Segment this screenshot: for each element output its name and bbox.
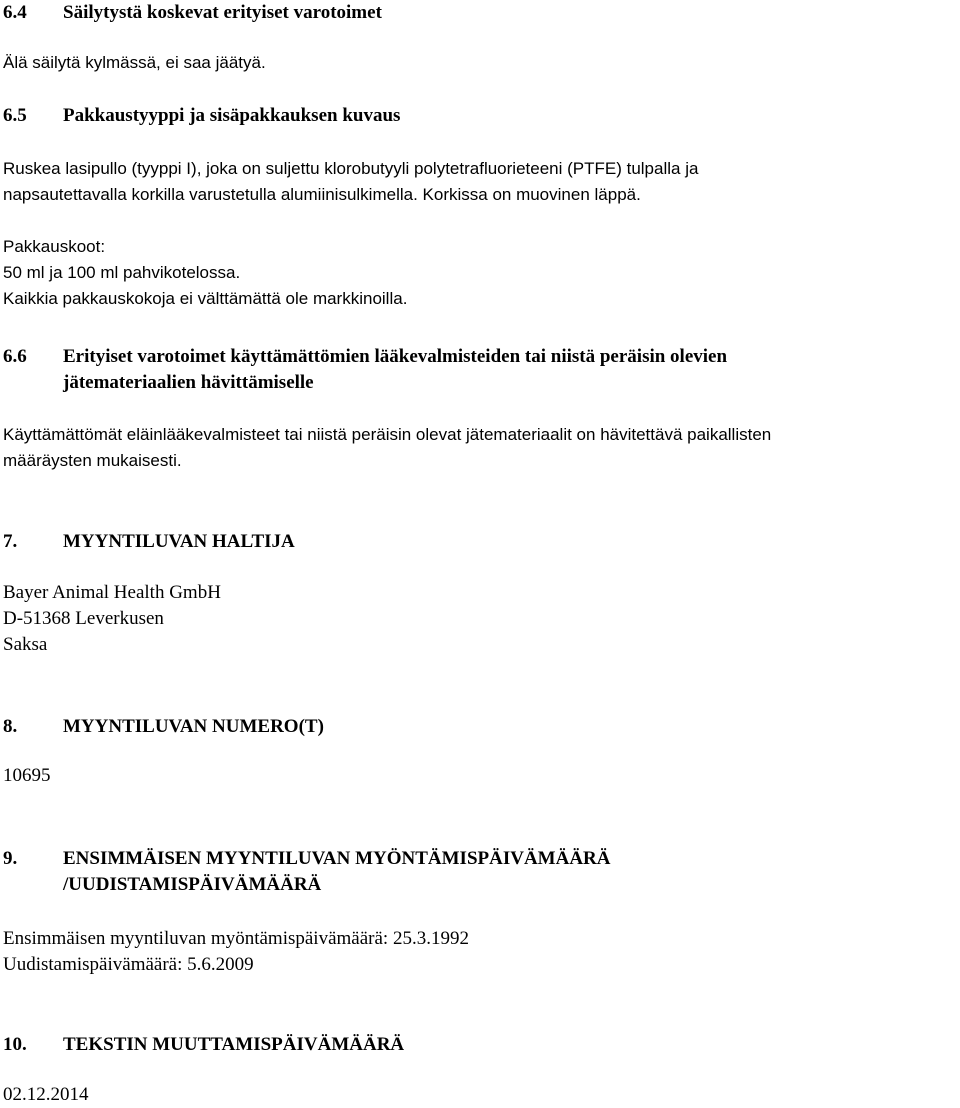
section-title: [63, 846, 957, 898]
package-description: [3, 156, 957, 208]
disposal-text: [3, 422, 957, 474]
section-title: MYYNTILUVAN NUMERO(T): [63, 716, 324, 737]
section-8-heading: [3, 714, 957, 740]
section-6-4-heading: [3, 0, 957, 26]
section-6-6-heading: [3, 344, 957, 396]
revision-date: 02.12.2014: [3, 1084, 89, 1105]
disposal-text-line: määräysten mukaisesti.: [3, 451, 182, 470]
section-number: 6.4: [3, 2, 27, 23]
section-number: 10.: [3, 1034, 27, 1055]
pack-sizes-line: 50 ml ja 100 ml pahvikotelossa.: [3, 263, 241, 282]
pack-sizes-label: Pakkauskoot:: [3, 237, 106, 256]
pack-sizes-line: Kaikkia pakkauskokoja ei välttämättä ole markkinoilla.: [3, 289, 408, 308]
package-description-line: napsautettavalla korkilla varustetulla alumiinisulkimella. Korkissa on muovinen läppä.: [3, 185, 641, 204]
section-title-line: jätemateriaalien hävittämiselle: [63, 372, 314, 393]
holder-city: D-51368 Leverkusen: [3, 608, 164, 629]
section-7-heading: [3, 529, 957, 555]
section-title: MYYNTILUVAN HALTIJA: [63, 531, 295, 552]
section-title-line: /UUDISTAMISPÄIVÄMÄÄRÄ: [63, 874, 322, 895]
renewal-date: Uudistamispäivämäärä: 5.6.2009: [3, 954, 254, 975]
section-number: 6.5: [3, 105, 27, 126]
storage-text: Älä säilytä kylmässä, ei saa jäätyä.: [3, 53, 266, 72]
authorisation-number: 10695: [3, 765, 51, 786]
section-title: Säilytystä koskevat erityiset varotoimet: [63, 2, 382, 23]
section-title: [63, 344, 957, 396]
section-title: TEKSTIN MUUTTAMISPÄIVÄMÄÄRÄ: [63, 1034, 405, 1055]
section-6-5-heading: [3, 103, 957, 129]
package-description-line: Ruskea lasipullo (tyyppi I), joka on suljettu klorobutyyli polytetrafluorieteeni (PTFE) tulpalla ja: [3, 159, 699, 178]
disposal-text-line: Käyttämättömät eläinlääkevalmisteet tai niistä peräisin olevat jätemateriaalit on hävitettävä paikallisten: [3, 425, 772, 444]
first-authorisation-date: Ensimmäisen myyntiluvan myöntämispäivämäärä: 25.3.1992: [3, 928, 469, 949]
section-number: 9.: [3, 848, 18, 869]
section-number: 6.6: [3, 346, 27, 367]
section-9-heading: [3, 846, 957, 898]
holder-address: [3, 580, 957, 658]
section-title-line: Erityiset varotoimet käyttämättömien lääkevalmisteiden tai niistä peräisin olevien: [63, 346, 728, 367]
pack-sizes: [3, 234, 957, 312]
section-title-line: ENSIMMÄISEN MYYNTILUVAN MYÖNTÄMISPÄIVÄMÄÄRÄ: [63, 848, 611, 869]
section-number: 8.: [3, 716, 18, 737]
section-number: 7.: [3, 531, 18, 552]
holder-name: Bayer Animal Health GmbH: [3, 582, 221, 603]
holder-country: Saksa: [3, 634, 48, 655]
section-title: Pakkaustyyppi ja sisäpakkauksen kuvaus: [63, 105, 401, 126]
section-10-heading: [3, 1032, 957, 1058]
authorisation-dates: [3, 926, 957, 978]
